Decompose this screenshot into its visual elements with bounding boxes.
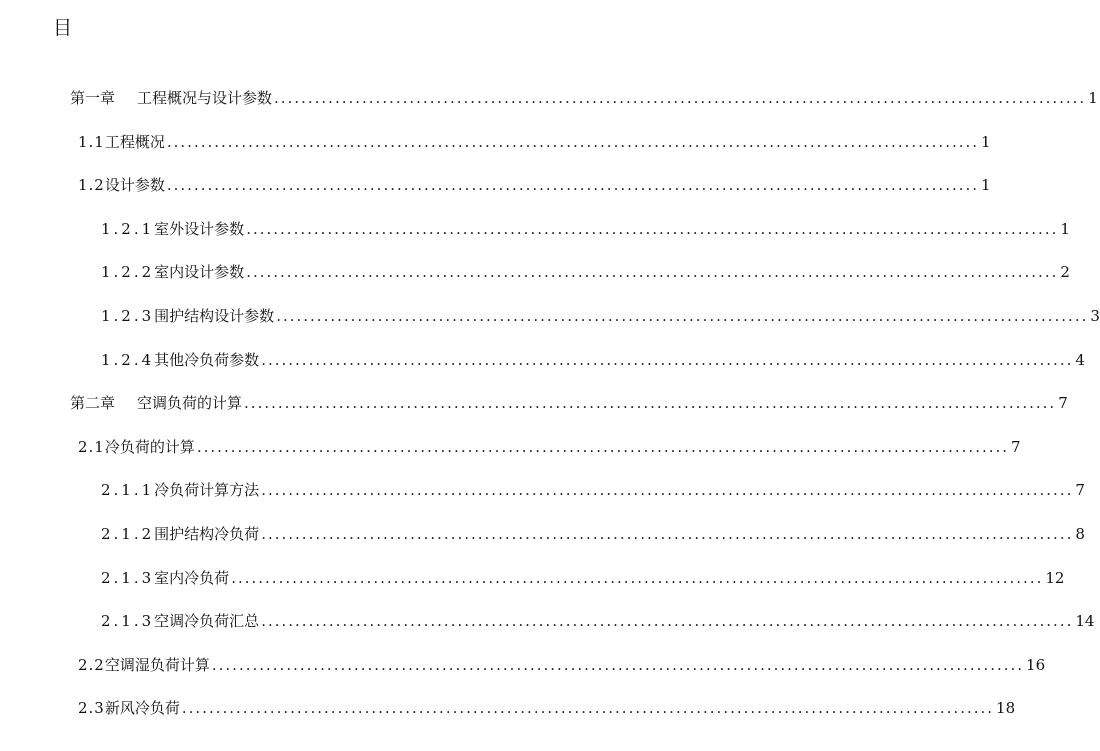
toc-entry-page-number: 12: [1045, 569, 1065, 587]
dot-leader: ........................................................................................................................: [244, 394, 1057, 412]
dot-leader: ........................................................................................................................: [261, 612, 1074, 630]
toc-entry-title: 空调湿负荷计算: [104, 656, 210, 674]
toc-entry-page-number: 1: [1060, 220, 1070, 238]
toc-entry[interactable]: [101, 305, 1100, 327]
dot-leader: ........................................................................................................................: [276, 307, 1089, 325]
dot-leader: ........................................................................................................................: [261, 481, 1074, 499]
toc-entry-number: 1.2.2: [101, 263, 155, 281]
toc-entry-page-number: 8: [1075, 525, 1085, 543]
toc-entry-page-number: 7: [1011, 438, 1021, 456]
toc-entry-title: 工程概况: [104, 133, 165, 151]
toc-entry-page-number: 2: [1060, 263, 1070, 281]
dot-leader: ........................................................................................................................: [166, 133, 980, 151]
toc-entry-title: 围护结构设计参数: [154, 307, 275, 325]
toc-entry-number: 1.2.4: [101, 351, 155, 369]
toc-entry[interactable]: [101, 479, 1085, 501]
toc-entry-title: 冷负荷计算方法: [154, 481, 260, 499]
toc-entry-page-number: 18: [996, 699, 1016, 717]
toc-entry-title: 空调负荷的计算: [137, 394, 243, 412]
toc-entry-number: 1.1: [78, 133, 105, 151]
toc-entry-page-number: 14: [1075, 612, 1095, 630]
toc-entry[interactable]: [70, 87, 1098, 109]
toc-entry-number: 第一章: [70, 89, 116, 107]
dot-leader: ........................................................................................................................: [246, 263, 1059, 281]
toc-entry[interactable]: [101, 610, 1095, 632]
toc-entry[interactable]: [78, 131, 991, 153]
dot-leader: ........................................................................................................................: [246, 220, 1059, 238]
toc-entry-page-number: 7: [1075, 481, 1085, 499]
toc-entry[interactable]: [101, 218, 1070, 240]
toc-entry-page-number: 1: [981, 133, 991, 151]
toc-entry-title: 空调冷负荷汇总: [154, 612, 260, 630]
toc-entry-number: 2.2: [78, 656, 105, 674]
toc-entry[interactable]: [78, 654, 1046, 676]
toc-entry-page-number: 4: [1075, 351, 1085, 369]
toc-entry-title: 设计参数: [104, 176, 165, 194]
toc-entry[interactable]: [101, 349, 1085, 371]
toc-entry[interactable]: [78, 174, 991, 196]
toc-entry-title: 冷负荷的计算: [104, 438, 195, 456]
toc-entry-number: 2.1.3: [101, 569, 155, 587]
toc-entry-page-number: 1: [981, 176, 991, 194]
toc-entry-title: 新风冷负荷: [104, 699, 180, 717]
toc-entry-title: 室内设计参数: [154, 263, 245, 281]
toc-entry[interactable]: [101, 567, 1065, 589]
dot-leader: ........................................................................................................................: [261, 525, 1074, 543]
dot-leader: ........................................................................................................................: [261, 351, 1074, 369]
toc-entry-number: 2.1.2: [101, 525, 155, 543]
toc-entry-page-number: 7: [1058, 394, 1068, 412]
toc-entry-title: 工程概况与设计参数: [137, 89, 273, 107]
toc-entry-title: 其他冷负荷参数: [154, 351, 260, 369]
toc-entry-title: 围护结构冷负荷: [154, 525, 260, 543]
dot-leader: ........................................................................................................................: [196, 438, 1010, 456]
toc-entry[interactable]: [101, 523, 1085, 545]
toc-entry-title: 室内冷负荷: [154, 569, 230, 587]
dot-leader: ........................................................................................................................: [166, 176, 980, 194]
toc-entry-number: 第二章: [70, 394, 116, 412]
toc-entry-title: 室外设计参数: [154, 220, 245, 238]
toc-entry[interactable]: [78, 436, 1021, 458]
dot-leader: ........................................................................................................................: [231, 569, 1044, 587]
toc-entry[interactable]: [78, 697, 1016, 719]
dot-leader: ........................................................................................................................: [211, 656, 1025, 674]
page-heading: 目: [53, 17, 73, 39]
toc-entry-number: 1.2: [78, 176, 105, 194]
toc-entry[interactable]: [70, 392, 1068, 414]
toc-entry-number: 1.2.1: [101, 220, 155, 238]
toc-entry-page-number: 3: [1090, 307, 1100, 325]
toc-entry[interactable]: [101, 261, 1070, 283]
toc-entry-number: 2.1.3: [101, 612, 155, 630]
toc-entry-number: 1.2.3: [101, 307, 155, 325]
toc-entry-number: 2.1: [78, 438, 105, 456]
dot-leader: ........................................................................................................................: [181, 699, 995, 717]
toc-entry-page-number: 1: [1088, 89, 1098, 107]
toc-entry-number: 2.1.1: [101, 481, 155, 499]
toc-entry-page-number: 16: [1026, 656, 1046, 674]
dot-leader: ........................................................................................................................: [274, 89, 1087, 107]
toc-entry-number: 2.3: [78, 699, 105, 717]
